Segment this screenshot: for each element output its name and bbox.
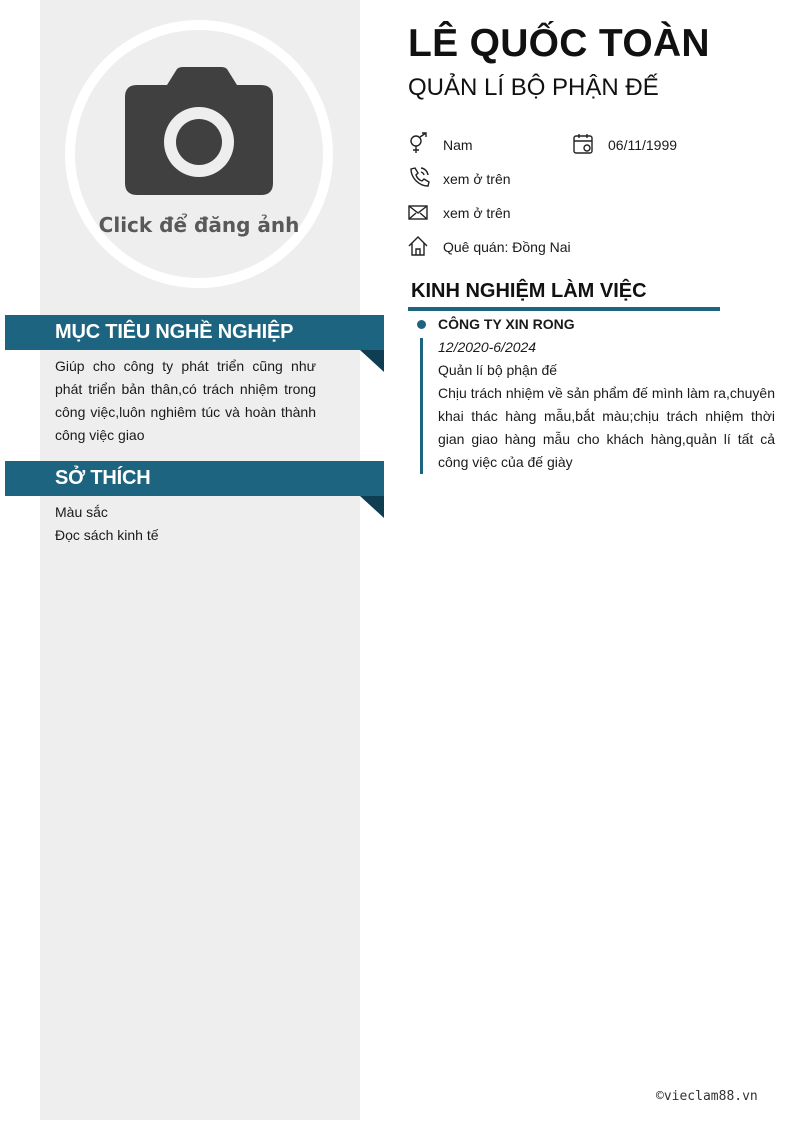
experience-description: Chịu trách nhiệm về sản phẩm đế mình làm ra,chuyên khai thác hàng mẫu,bắt màu;chịu trách nhiệm thời gian giao hàng mẫu cho khách hàng,quản lí tất cả công việc của đế giày: [438, 385, 775, 470]
hobby-item: Màu sắc: [55, 504, 108, 520]
timeline-line: [420, 338, 423, 474]
calendar-icon: [573, 132, 595, 156]
experience-period: 12/2020-6/2024: [438, 339, 537, 355]
gender-value: Nam: [443, 137, 473, 153]
section-divider: [408, 307, 720, 311]
hobbies-title: SỞ THÍCH: [55, 467, 151, 489]
experience-role: Quản lí bộ phận đế: [438, 362, 558, 378]
phone-icon: [408, 166, 430, 190]
hobbies-heading: [5, 461, 384, 496]
home-icon: [408, 234, 430, 258]
gender-icon: [408, 132, 430, 156]
camera-icon: [125, 67, 273, 195]
hometown-value: Quê quán: Đồng Nai: [443, 239, 571, 255]
objective-title: MỤC TIÊU NGHỀ NGHIỆP: [55, 321, 294, 343]
ribbon-fold: [360, 350, 384, 372]
experience-company: CÔNG TY XIN RONG: [438, 316, 575, 332]
timeline-bullet: [417, 320, 426, 329]
email-value: xem ở trên: [443, 205, 511, 221]
ribbon-fold: [360, 496, 384, 518]
candidate-name: LÊ QUỐC TOÀN: [408, 22, 710, 65]
job-title: QUẢN LÍ BỘ PHẬN ĐẾ: [408, 74, 659, 101]
phone-value: xem ở trên: [443, 171, 511, 187]
mail-icon: [408, 200, 430, 224]
watermark: ©vieclam88.vn: [656, 1089, 758, 1104]
experience-title: KINH NGHIỆM LÀM VIỆC: [411, 280, 647, 302]
birthday-value: 06/11/1999: [608, 137, 678, 153]
avatar-upload[interactable]: [65, 20, 333, 288]
objective-heading: [5, 315, 384, 350]
objective-text: Giúp cho công ty phát triển cũng như phát triển bản thân,có trách nhiệm trong công việc,luôn nghiêm túc và hoàn thành công việc giao: [55, 358, 316, 443]
hobby-item: Đọc sách kinh tế: [55, 527, 159, 543]
photo-upload-label: Click để đăng ảnh: [98, 213, 300, 237]
